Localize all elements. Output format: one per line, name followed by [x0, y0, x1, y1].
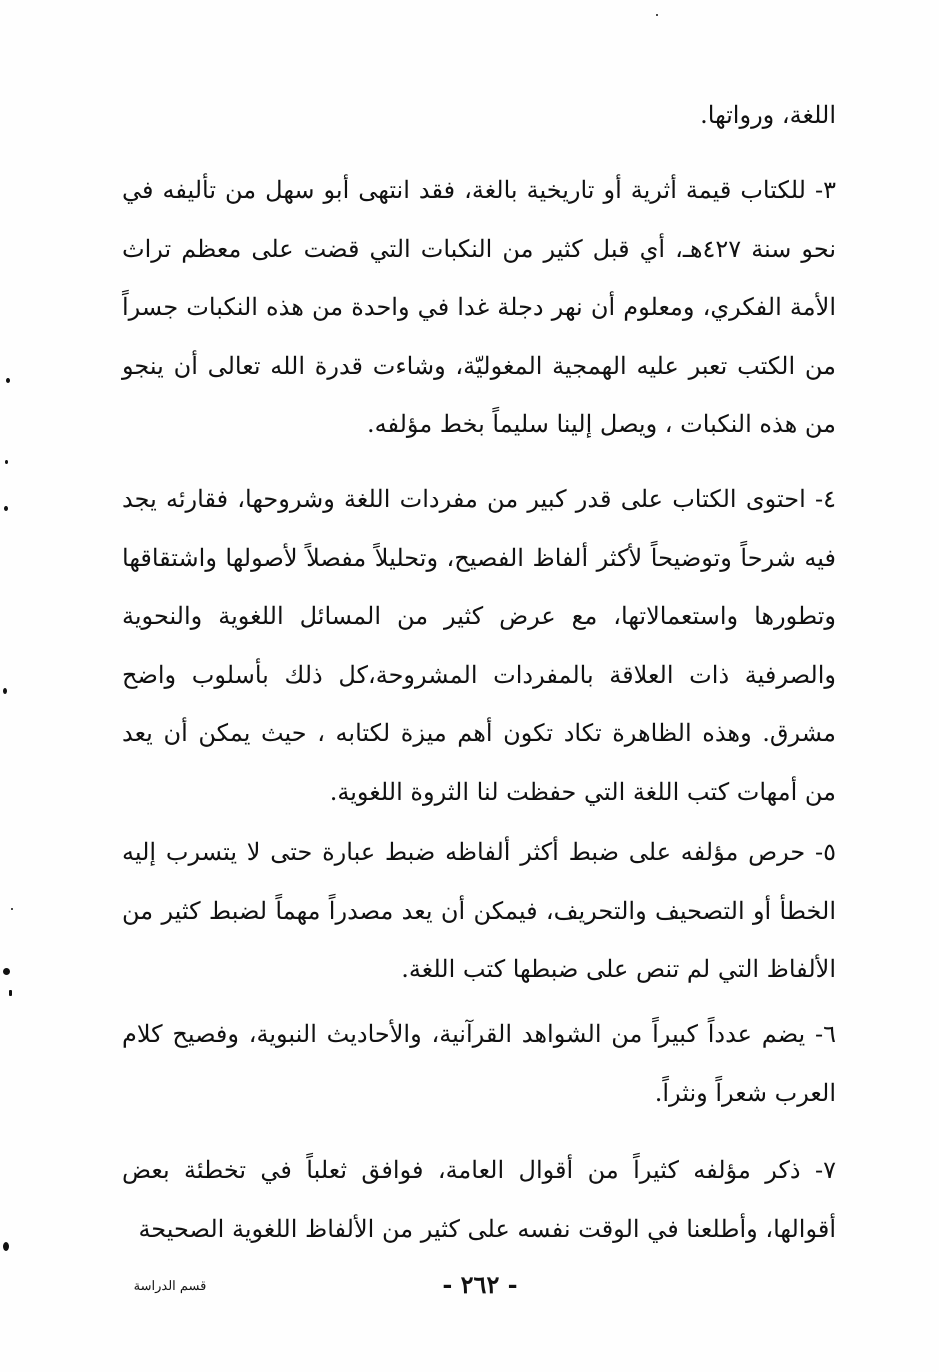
scan-speck [3, 968, 10, 975]
scan-speck [3, 1242, 9, 1251]
scan-speck [4, 506, 8, 511]
paragraph-7: ٧- ذكر مؤلفه كثيراً من أقوال العامة، فوافق ثعلباً في تخطئة بعض أقوالها، وأطلعنا في الوقت نفسه على كثير من الألفاظ اللغوية الصحيحة [122, 1156, 836, 1243]
scan-speck [656, 14, 658, 16]
scan-speck [6, 378, 10, 383]
paragraph-4: ٤- احتوى الكتاب على قدر كبير من مفردات اللغة وشروحها، فقارئه يجد فيه شرحاً وتوضيحاً لأكثر ألفاظ الفصيح، وتحليلاً مفصلاً لأصولها واشتقاقها وتطورها واستعمالاتها، مع عرض كثير من المسائل اللغوية والنحوية والصرفية ذات العلاقة بالمفردات المشروحة،كل ذلك بأسلوب واضح مشرق. وهذه الظاهرة تكاد تكون أهم ميزة لكتابه ، حيث يمكن أن يعد من أمهات كتب اللغة التي حفظت لنا الثروة اللغوية. [122, 485, 836, 806]
paragraph-3: ٣- للكتاب قيمة أثرية أو تاريخية بالغة، فقد انتهى أبو سهل من تأليفه في نحو سنة ٤٢٧هـ، أي قبل كثير من النكبات التي قضت على معظم تراث الأمة الفكري، ومعلوم أن نهر دجلة غدا في واحدة من هذه النكبات جسراً من الكتب تعبر عليه الهمجية المغوليّة، وشاءت قدرة الله تعالى أن ينجو من هذه النكبات ، ويصل إلينا سليماً بخط مؤلفه. [122, 176, 836, 438]
scan-speck [5, 460, 8, 464]
scan-speck [9, 990, 12, 996]
paragraph-continuation: اللغة، ورواتها. [700, 101, 836, 129]
scan-speck [3, 688, 7, 694]
paragraph-5: ٥- حرص مؤلفه على ضبط أكثر ألفاظه ضبط عبارة حتى لا يتسرب إليه الخطأ أو التصحيف والتحريف، فيمكن أن يعد مصدراً مهماً لضبط كثير من الألفاظ التي لم تنص على ضبطها كتب اللغة. [122, 838, 836, 983]
scan-speck [11, 908, 13, 910]
page-number: - ٢٦٢ - [442, 1270, 518, 1299]
section-label: قسم الدراسة [133, 1279, 207, 1294]
paragraph-6: ٦- يضم عدداً كبيراً من الشواهد القرآنية، والأحاديث النبوية، وفصيح كلام العرب شعراً ونثراً. [122, 1020, 836, 1107]
